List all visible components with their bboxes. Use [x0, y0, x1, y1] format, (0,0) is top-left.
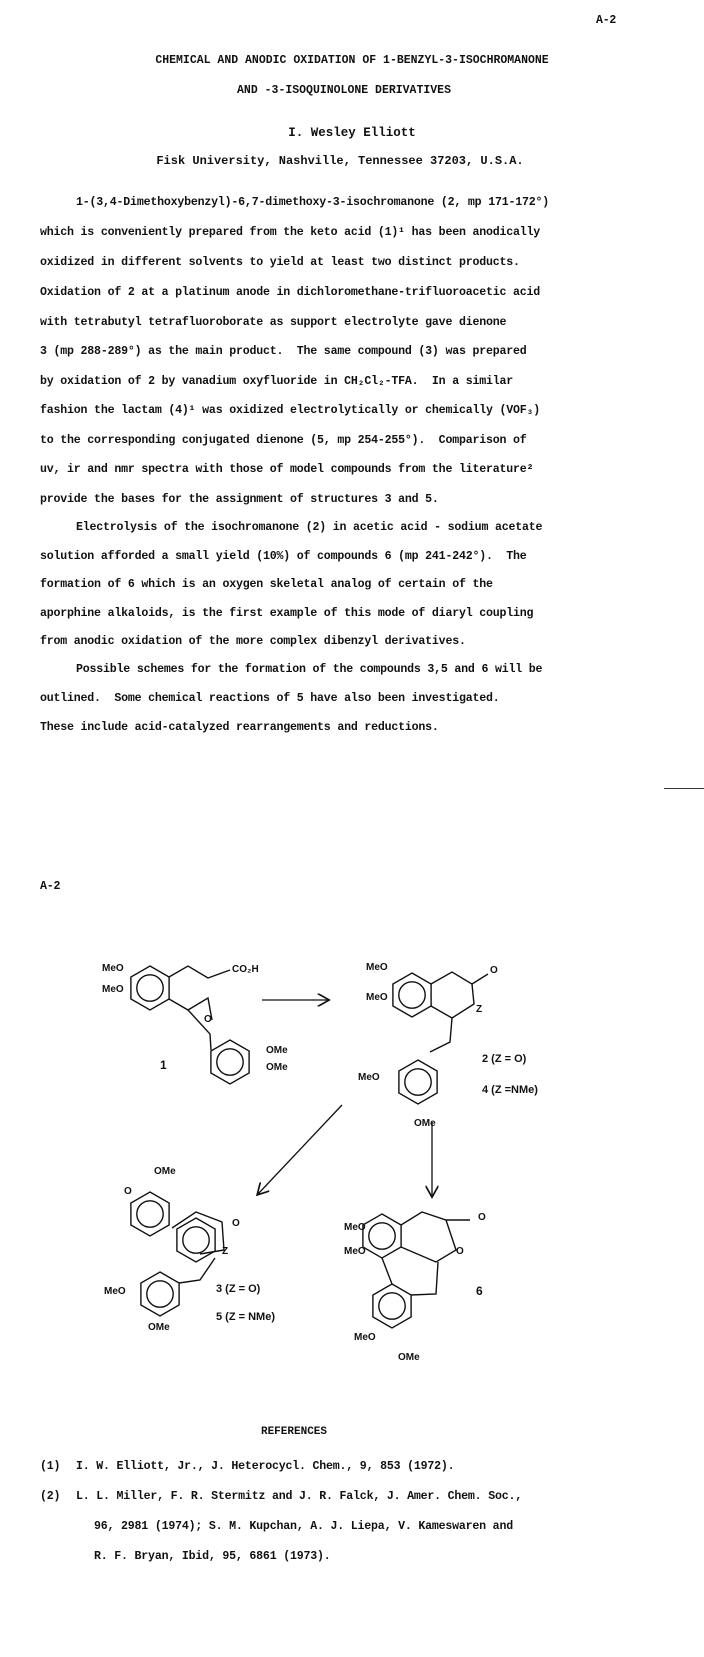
body-line: which is conveniently prepared from the keto acid (1)¹ has been anodically	[40, 226, 541, 239]
s2-meo-1: MeO	[366, 962, 388, 973]
s1-ome-2: OMe	[266, 1062, 288, 1073]
s3-lactone	[172, 1212, 224, 1254]
s6-meo-2: MeO	[344, 1246, 366, 1257]
title-line-1: CHEMICAL AND ANODIC OXIDATION OF 1-BENZYL-3-ISOCHROMANONE	[155, 54, 549, 67]
s3-carbonyl-o: O	[232, 1218, 240, 1229]
s1-ring-a-aromatic	[137, 975, 163, 1001]
compound-4-label: 4 (Z =NMe)	[482, 1084, 538, 1096]
author: I. Wesley Elliott	[288, 126, 416, 140]
reference-text: I. W. Elliott, Jr., J. Heterocycl. Chem., 9, 853 (1972).	[76, 1460, 455, 1473]
title-line-2: AND -3-ISOQUINOLONE DERIVATIVES	[237, 84, 451, 97]
body-line: solution afforded a small yield (10%) of compounds 6 (mp 241-242°). The	[40, 550, 527, 563]
s3-meo: MeO	[104, 1286, 126, 1297]
compound-1-label: 1	[160, 1058, 167, 1072]
s6-lactone-b	[401, 1220, 456, 1262]
body-line: with tetrabutyl tetrafluoroborate as support electrolyte gave dienone	[40, 316, 507, 329]
reference-text: 96, 2981 (1974); S. M. Kupchan, A. J. Liepa, V. Kameswaren and	[94, 1520, 513, 1533]
s6-ring-b-aromatic	[379, 1293, 405, 1319]
compound-5-label: 5 (Z = NMe)	[216, 1311, 275, 1323]
body-line: 3 (mp 288-289°) as the main product. The same compound (3) was prepared	[40, 345, 527, 358]
s3-ome: OMe	[148, 1322, 170, 1333]
body-line: formation of 6 which is an oxygen skeletal analog of certain of the	[40, 578, 493, 591]
s2-meo-2: MeO	[366, 992, 388, 1003]
s6-lactone	[401, 1212, 470, 1225]
body-line: aporphine alkaloids, is the first example of this mode of diaryl coupling	[40, 607, 534, 620]
s2-z: Z	[476, 1004, 483, 1015]
body-line: fashion the lactam (4)¹ was oxidized electrolytically or chemically (VOF₃)	[40, 404, 541, 417]
s2-meo-3: MeO	[358, 1072, 380, 1083]
reference-number: (2)	[40, 1490, 61, 1503]
reference-text: R. F. Bryan, Ibid, 95, 6861 (1973).	[94, 1550, 331, 1563]
s6-bridge	[411, 1262, 438, 1295]
s1-ketone-o: O	[204, 1014, 212, 1025]
references-heading: REFERENCES	[260, 1426, 327, 1438]
affiliation: Fisk University, Nashville, Tennessee 37203, U.S.A.	[156, 154, 524, 168]
body-line: Possible schemes for the formation of the compounds 3,5 and 6 will be	[76, 663, 543, 676]
s6-biaryl	[382, 1258, 392, 1284]
s6-carbonyl-o: O	[478, 1212, 486, 1223]
s6-ome: OMe	[398, 1352, 420, 1363]
compound-2-label: 2 (Z = O)	[482, 1053, 527, 1065]
reference-text: L. L. Miller, F. R. Stermitz and J. R. Falck, J. Amer. Chem. Soc.,	[76, 1490, 522, 1503]
s1-ring-b-aromatic	[217, 1049, 243, 1075]
body-line: Electrolysis of the isochromanone (2) in acetic acid - sodium acetate	[76, 521, 543, 534]
s3-ome-top: OMe	[154, 1166, 176, 1177]
s2-lactone	[431, 972, 474, 1018]
body-line: provide the bases for the assignment of structures 3 and 5.	[40, 493, 439, 506]
s1-meo-2: MeO	[102, 984, 124, 995]
s3-dienone-o: O	[124, 1186, 132, 1197]
s2-co	[472, 974, 488, 984]
body-line: to the corresponding conjugated dienone (5, mp 254-255°). Comparison of	[40, 434, 527, 447]
s1-chain	[169, 966, 230, 978]
s3-ring-c-aromatic	[183, 1227, 209, 1253]
page-label-mid: A-2	[40, 880, 61, 893]
body-line: Oxidation of 2 at a platinum anode in dichloromethane-trifluoroacetic acid	[40, 286, 541, 299]
s6-meo-3: MeO	[354, 1332, 376, 1343]
s1-co2h: CO₂H	[232, 964, 259, 975]
body-line: 1-(3,4-Dimethoxybenzyl)-6,7-dimethoxy-3-isochromanone (2, mp 171-172°)	[76, 196, 550, 209]
s2-ring-b-aromatic	[405, 1069, 431, 1095]
s1-meo-1: MeO	[102, 963, 124, 974]
s2-benzyl	[430, 1018, 452, 1052]
s6-ring-o: O	[456, 1246, 464, 1257]
s2-ring-a-aromatic	[399, 982, 425, 1008]
body-line: uv, ir and nmr spectra with those of model compounds from the literature²	[40, 463, 534, 476]
body-line: by oxidation of 2 by vanadium oxyfluoride in CH₂Cl₂-TFA. In a similar	[40, 375, 514, 388]
body-line: outlined. Some chemical reactions of 5 have also been investigated.	[40, 692, 500, 705]
s2-carbonyl-o: O	[490, 965, 498, 976]
body-line: oxidized in different solvents to yield at least two distinct products.	[40, 256, 520, 269]
s6-ring-a-aromatic	[369, 1223, 395, 1249]
s6-meo-1: MeO	[344, 1222, 366, 1233]
compound-6-label: 6	[476, 1284, 483, 1298]
body-line: These include acid-catalyzed rearrangements and reductions.	[40, 721, 439, 734]
reference-number: (1)	[40, 1460, 61, 1473]
body-line: from anodic oxidation of the more complex dibenzyl derivatives.	[40, 635, 466, 648]
s3-z: Z	[222, 1246, 229, 1257]
s3-dienone-aromatic	[137, 1201, 163, 1227]
s2-ome: OMe	[414, 1118, 436, 1129]
page-label-top: A-2	[596, 14, 617, 27]
compound-3-label: 3 (Z = O)	[216, 1283, 261, 1295]
s3-ring-a-aromatic	[147, 1281, 173, 1307]
arrow-diagonal	[258, 1105, 342, 1194]
s1-ome-1: OMe	[266, 1045, 288, 1056]
